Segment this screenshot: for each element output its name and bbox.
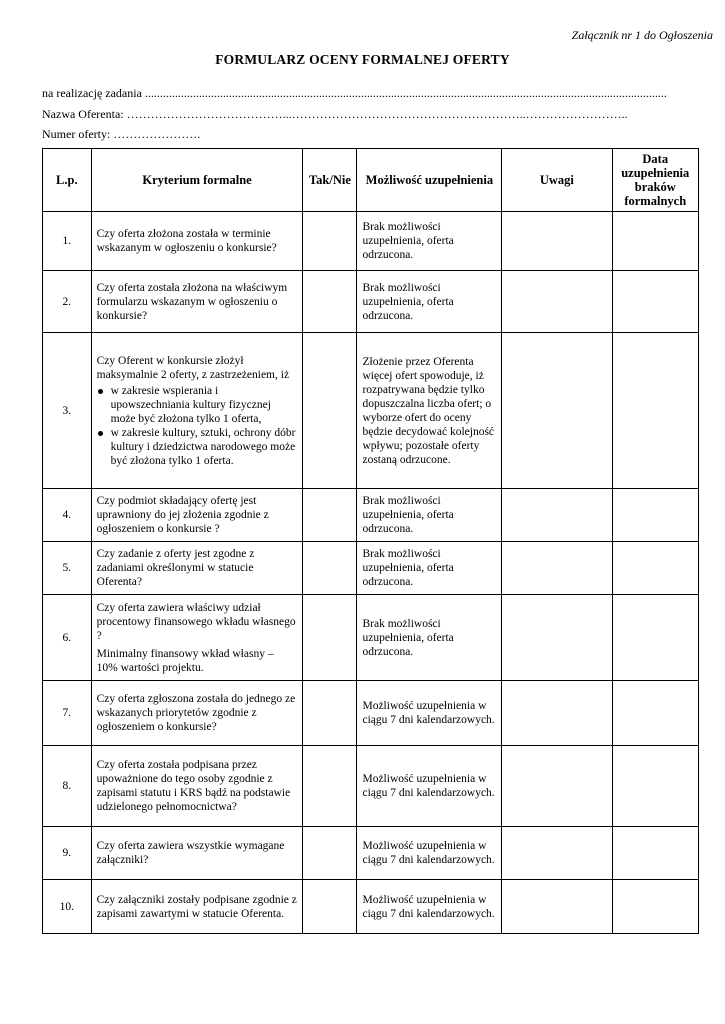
row-number: 5. [43,542,92,595]
row-number: 6. [43,595,92,681]
offer-number-field[interactable]: Numer oferty: …………………. [42,127,201,141]
yes-no-cell[interactable] [303,542,357,595]
row-possibility: Możliwość uzupełnienia w ciągu 7 dni kalendarzowych. [357,880,502,934]
table-row [43,595,699,681]
table-row [43,681,699,746]
table-row [43,212,699,271]
header-lp: L.p. [43,149,92,212]
remarks-cell[interactable] [502,333,612,489]
row-possibility: Brak możliwości uzupełnienia, oferta odrzucona. [357,489,502,542]
row-number: 8. [43,746,92,827]
date-cell[interactable] [612,595,699,681]
table-row [43,271,699,333]
table-header-row [43,149,699,212]
row-possibility: Złożenie przez Oferenta więcej ofert spowoduje, iż rozpatrywana będzie tylko dopuszczalna liczba ofert; o wyborze ofert do oceny będzie decydować kolejność wpływu; pozostałe oferty zostaną odrzucone. [357,333,502,489]
criterion-note: Minimalny finansowy wkład własny – 10% wartości projektu. [96,647,274,674]
form-title: FORMULARZ OCENY FORMALNEJ OFERTY [215,52,510,67]
bullet-icon [98,389,103,394]
criterion-bullet-list [97,384,298,468]
yes-no-cell[interactable] [303,333,357,489]
offerer-name-field[interactable]: Nazwa Oferenta: …………………………………...…………………………………………………..…………………….. [42,107,628,121]
remarks-cell[interactable] [502,746,612,827]
yes-no-cell[interactable] [303,880,357,934]
row-criterion [91,333,303,489]
table-row [43,746,699,827]
date-cell[interactable] [612,542,699,595]
list-item [111,426,298,468]
table-row [43,827,699,880]
list-item [111,384,298,426]
table-row [43,880,699,934]
date-cell[interactable] [612,333,699,489]
row-number: 9. [43,827,92,880]
row-number: 10. [43,880,92,934]
bullet-icon [98,431,103,436]
table-row [43,542,699,595]
remarks-cell[interactable] [502,489,612,542]
remarks-cell[interactable] [502,271,612,333]
annex-label: Załącznik nr 1 do Ogłoszenia [571,28,713,42]
row-possibility: Możliwość uzupełnienia w ciągu 7 dni kalendarzowych. [357,746,502,827]
row-criterion: Czy zadanie z oferty jest zgodne z zadaniami określonymi w statucie Oferenta? [91,542,303,595]
row-number: 2. [43,271,92,333]
row-criterion [91,595,303,681]
remarks-cell[interactable] [502,880,612,934]
row-number: 7. [43,681,92,746]
row-possibility: Możliwość uzupełnienia w ciągu 7 dni kalendarzowych. [357,681,502,746]
header-date: Data uzupełnienia braków formalnych [612,149,699,212]
row-criterion: Czy oferta złożona została w terminie wskazanym w ogłoszeniu o konkursie? [91,212,303,271]
row-criterion: Czy oferta zgłoszona została do jednego ze wskazanych priorytetów zgodnie z ogłoszeniem o konkursie? [91,681,303,746]
date-cell[interactable] [612,489,699,542]
row-number: 4. [43,489,92,542]
date-cell[interactable] [612,880,699,934]
remarks-cell[interactable] [502,212,612,271]
evaluation-table [42,148,699,934]
date-cell[interactable] [612,827,699,880]
row-criterion: Czy oferta zawiera wszystkie wymagane załączniki? [91,827,303,880]
yes-no-cell[interactable] [303,827,357,880]
remarks-cell[interactable] [502,827,612,880]
table-row [43,333,699,489]
criterion-text: Czy oferta zawiera właściwy udział procentowy finansowego wkładu własnego ? [96,601,296,642]
header-yes-no: Tak/Nie [303,149,357,212]
bullet-text: w zakresie wspierania i upowszechniania kultury fizycznej może być złożona tylko 1 oferta, [110,384,271,425]
yes-no-cell[interactable] [303,746,357,827]
row-possibility: Brak możliwości uzupełnienia, oferta odrzucona. [357,595,502,681]
yes-no-cell[interactable] [303,212,357,271]
row-number: 3. [43,333,92,489]
header-possibility: Możliwość uzupełnienia [357,149,502,212]
remarks-cell[interactable] [502,681,612,746]
date-cell[interactable] [612,212,699,271]
header-criterion: Kryterium formalne [91,149,303,212]
yes-no-cell[interactable] [303,271,357,333]
row-possibility: Brak możliwości uzupełnienia, oferta odrzucona. [357,212,502,271]
table-row [43,489,699,542]
row-number: 1. [43,212,92,271]
row-possibility: Możliwość uzupełnienia w ciągu 7 dni kalendarzowych. [357,827,502,880]
header-remarks: Uwagi [502,149,612,212]
yes-no-cell[interactable] [303,489,357,542]
row-criterion: Czy podmiot składający ofertę jest uprawniony do jej złożenia zgodnie z ogłoszeniem o konkursie ? [91,489,303,542]
bullet-text: w zakresie kultury, sztuki, ochrony dóbr kultury i dziedzictwa narodowego może być złożona tylko 1 oferta. [110,426,296,467]
task-field[interactable]: na realizację zadania .............................................................................................................................................................................. [42,86,667,100]
remarks-cell[interactable] [502,542,612,595]
row-criterion: Czy załączniki zostały podpisane zgodnie z zapisami zawartymi w statucie Oferenta. [91,880,303,934]
criterion-intro: Czy Oferent w konkursie złożył maksymalnie 2 oferty, z zastrzeżeniem, iż [96,354,290,381]
date-cell[interactable] [612,271,699,333]
row-possibility: Brak możliwości uzupełnienia, oferta odrzucona. [357,271,502,333]
row-possibility: Brak możliwości uzupełnienia, oferta odrzucona. [357,542,502,595]
date-cell[interactable] [612,746,699,827]
row-criterion: Czy oferta została złożona na właściwym formularzu wskazanym w ogłoszeniu o konkursie? [91,271,303,333]
row-criterion: Czy oferta została podpisana przez upoważnione do tego osoby zgodnie z zapisami statutu i KRS bądź na podstawie udzielonego pełnomocnictwa? [91,746,303,827]
yes-no-cell[interactable] [303,595,357,681]
remarks-cell[interactable] [502,595,612,681]
yes-no-cell[interactable] [303,681,357,746]
date-cell[interactable] [612,681,699,746]
